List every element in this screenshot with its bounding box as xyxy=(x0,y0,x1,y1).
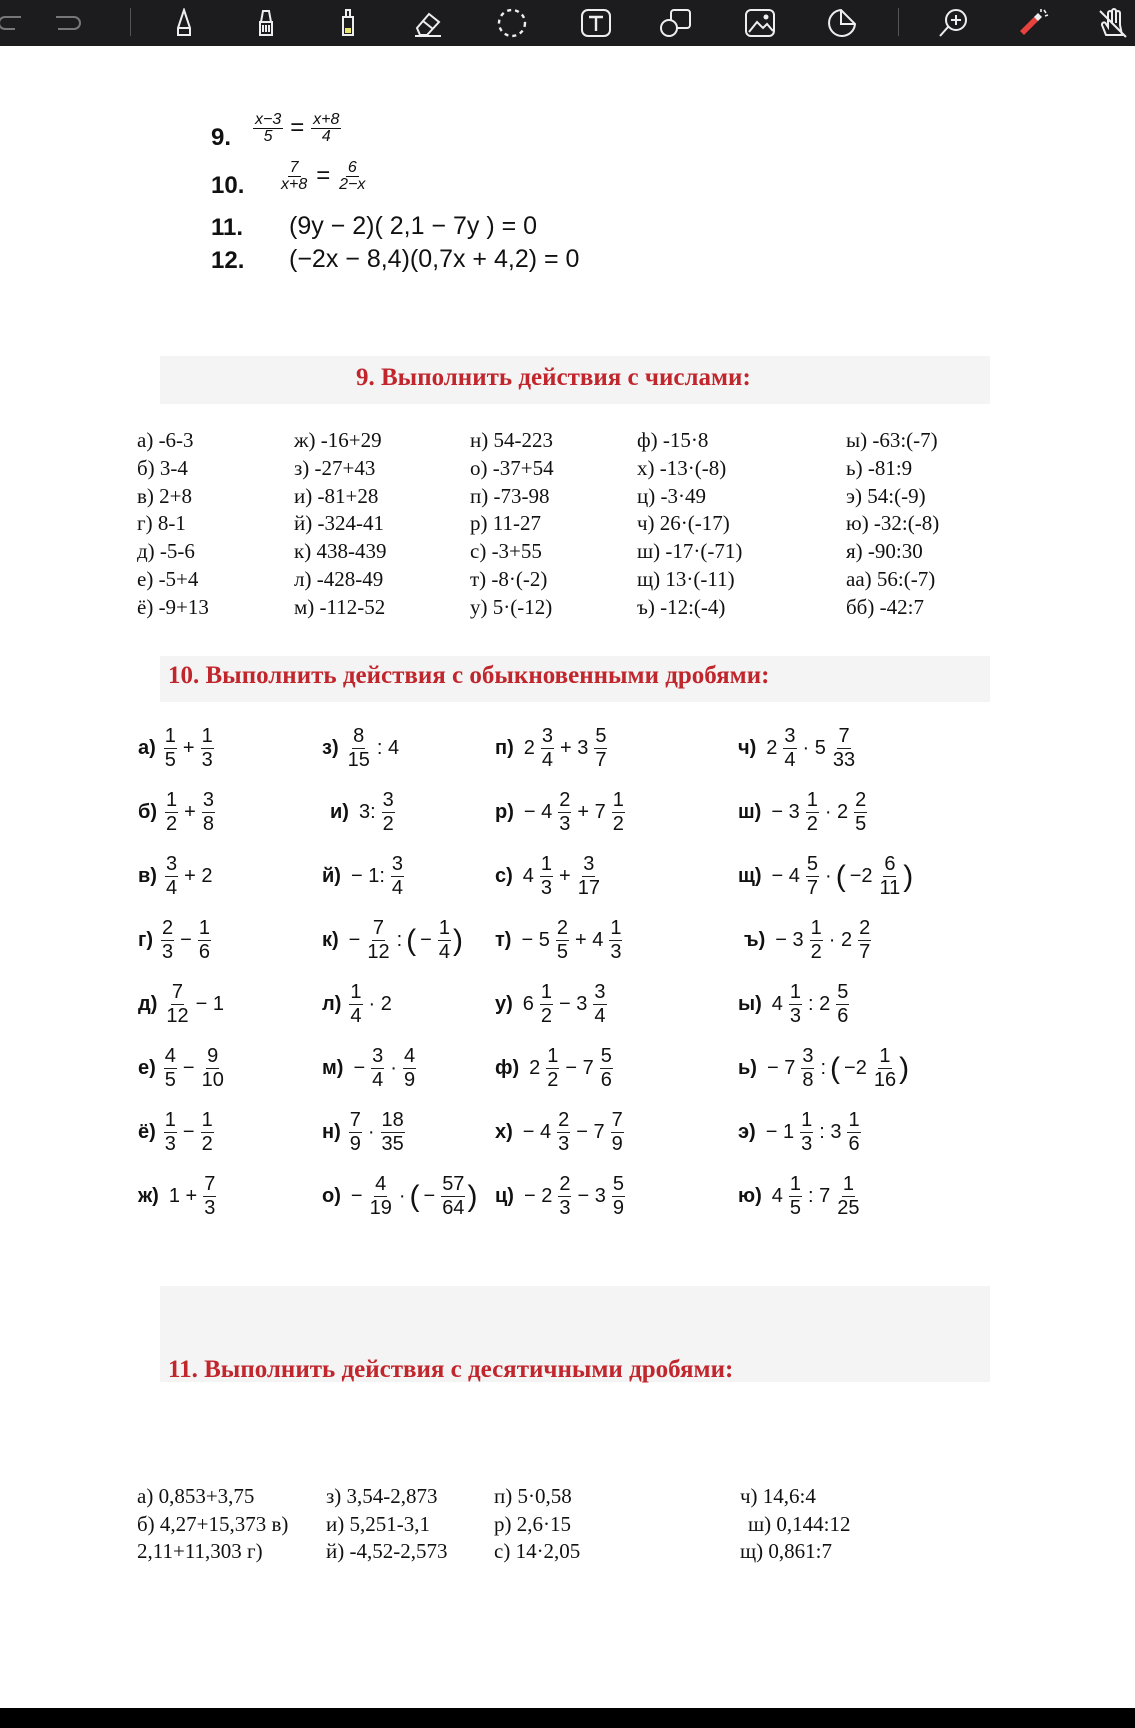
pen-icon[interactable] xyxy=(166,6,202,40)
decimal-exercise: и) 5,251-3,1 xyxy=(326,1511,430,1536)
fraction-exercise: о) − $\frac{4}{19}$ · ( − $\frac{57}{64}$ ) xyxy=(322,1173,478,1219)
exercise-label: ы) xyxy=(738,993,762,1015)
fraction-exercise: ы) 4 1 3 : 2 5 6 xyxy=(738,981,849,1027)
fraction-exercise: б) 1 2 + $\frac{3}{8}$ xyxy=(138,789,214,835)
decimal-exercise: п) 5·0,58 xyxy=(494,1484,572,1508)
fraction-exercise: ю) 4 1 5 : 7 1 25 xyxy=(738,1173,860,1219)
integer-exercise: е) -5+4 xyxy=(137,567,199,591)
integer-exercise: к) 438-439 xyxy=(294,539,387,564)
section-9-title: 9. Выполнить действия с числами: xyxy=(356,364,751,391)
decimal-exercise: з) 3,54-2,873 xyxy=(326,1484,438,1508)
exercise-label: ё) xyxy=(138,1121,156,1143)
integer-exercise: ъ) -12:(-4) xyxy=(637,594,726,619)
exercise-label: п) xyxy=(495,737,514,759)
exercise-label: й) xyxy=(322,865,341,887)
hand-icon[interactable] xyxy=(1096,6,1132,40)
equation-number: 12. xyxy=(211,247,245,274)
integer-exercise: ё) -9+13 xyxy=(137,594,209,619)
eraser-icon[interactable] xyxy=(410,6,446,40)
exercise-label: б) xyxy=(138,801,158,823)
integer-exercise: д) -5-6 xyxy=(137,539,195,564)
integer-exercise: а) -6-3 xyxy=(137,428,194,452)
exercise-label: х) xyxy=(495,1121,513,1143)
fraction-exercise: ч) 2 3 4 · 5 7 33 xyxy=(738,725,856,771)
integer-exercise: т) -8·(-2) xyxy=(470,567,548,591)
fraction-exercise: з) 8 15 : 4 xyxy=(322,725,400,771)
fraction-exercise: ъ) − 3 1 2 · 2 2 7 xyxy=(744,917,871,963)
decimal-exercise: ч) 14,6:4 xyxy=(740,1484,816,1508)
fraction-denominator: 2−x xyxy=(339,176,366,193)
integer-exercise: р) 11-27 xyxy=(470,511,541,536)
fraction-exercise: ь) − 7 3 8 : ( −2 1 16 ) xyxy=(738,1045,910,1091)
integer-exercise: щ) 13·(-11) xyxy=(637,567,735,591)
fraction-exercise: ш) − 3 1 2 · 2 2 5 xyxy=(738,789,867,835)
integer-exercise: л) -428-49 xyxy=(294,567,384,591)
exercise-label: щ) xyxy=(738,865,762,887)
integer-exercise: ч) 26·(-17) xyxy=(637,511,730,536)
integer-exercise: аа) 56:(-7) xyxy=(846,567,936,591)
integer-exercise: ф) -15·8 xyxy=(637,428,709,452)
exercise-label: с) xyxy=(495,865,513,887)
decimal-exercise: 2,11+11,303 г) xyxy=(137,1539,263,1563)
integer-exercise: ю) -32:(-8) xyxy=(846,511,940,536)
fraction-exercise: д) 7 12 − 1 xyxy=(138,981,224,1027)
integer-exercise: ж) -16+29 xyxy=(294,428,382,452)
section-11-title: 11. Выполнить действия с десятичными дробями: xyxy=(168,1356,734,1383)
integer-exercise: ц) -3·49 xyxy=(637,483,706,508)
laser-icon[interactable] xyxy=(1016,6,1052,40)
decimal-exercise: а) 0,853+3,75 xyxy=(137,1484,255,1508)
highlighter-icon[interactable] xyxy=(330,6,366,40)
fraction-exercise: ц) − 2 2 3 − 3 5 9 xyxy=(495,1173,624,1219)
integer-exercise: и) -81+28 xyxy=(294,483,379,508)
exercise-label: ь) xyxy=(738,1057,757,1079)
decimal-exercise: р) 2,6·15 xyxy=(494,1511,571,1536)
exercise-label: ц) xyxy=(495,1185,514,1207)
integer-exercise: б) 3-4 xyxy=(137,455,188,480)
redo-icon[interactable] xyxy=(52,6,88,40)
exercise-label: а) xyxy=(138,737,156,759)
exercise-label: ш) xyxy=(738,801,762,823)
image-icon[interactable] xyxy=(742,6,778,40)
exercise-label: л) xyxy=(322,993,342,1015)
exercise-label: ф) xyxy=(495,1057,520,1079)
integer-exercise: н) 54-223 xyxy=(470,428,553,452)
equation-9: 9. $\frac{x-3}{5}$ = $\frac{x+8}{4}$ xyxy=(211,111,340,151)
equation-number: 10. xyxy=(211,172,245,199)
integer-exercise: бб) -42:7 xyxy=(846,594,924,619)
integer-exercise: о) -37+54 xyxy=(470,455,554,480)
marker-icon[interactable] xyxy=(248,6,284,40)
fraction-exercise: х) − 4 2 3 − 7 7 9 xyxy=(495,1109,623,1155)
fraction-denominator: 5 xyxy=(263,128,273,145)
integer-exercise: й) -324-41 xyxy=(294,511,384,536)
exercise-label: ю) xyxy=(738,1185,762,1207)
integer-exercise: г) 8-1 xyxy=(137,511,186,536)
equation-number: 9. xyxy=(211,124,232,151)
shapes-icon[interactable] xyxy=(658,6,694,40)
fraction-denominator: x+8 xyxy=(281,176,308,193)
equation-11 xyxy=(211,212,711,246)
section-10-title: 10. Выполнить действия с обыкновенными дробями: xyxy=(168,662,770,689)
fraction-exercise: г) 2 3 − $\frac{1}{6}$ xyxy=(138,917,210,963)
exercise-label: т) xyxy=(495,929,512,951)
fraction-exercise: н) 7 9 · 18 35 xyxy=(322,1109,404,1155)
equation-12 xyxy=(211,245,711,279)
integer-exercise: ь) -81:9 xyxy=(846,455,913,480)
toolbar xyxy=(0,0,1135,46)
integer-exercise: м) -112-52 xyxy=(294,594,386,619)
sticker-icon[interactable] xyxy=(824,6,860,40)
exercise-label: у) xyxy=(495,993,513,1015)
fraction-exercise: и) 3: 3 2 xyxy=(330,789,394,835)
exercise-label: е) xyxy=(138,1057,156,1079)
document-page[interactable] xyxy=(0,46,1135,1708)
fraction-numerator: 6 xyxy=(347,159,357,176)
fraction-numerator: 7 xyxy=(289,159,299,176)
integer-exercise: я) -90:30 xyxy=(846,539,923,564)
fraction-numerator: x−3 xyxy=(255,111,282,128)
toolbar-divider xyxy=(130,8,131,36)
bottom-bar xyxy=(0,1708,1135,1728)
integer-exercise: у) 5·(-12) xyxy=(470,594,553,619)
equation-10: 10. $\frac{7}{x+8}$ = $\frac{6}{2-x}$ xyxy=(211,159,366,199)
fraction-exercise: ж) 1 + $\frac{7}{3}$ xyxy=(138,1173,216,1219)
fraction-exercise: ё) 1 3 − $\frac{1}{2}$ xyxy=(138,1109,213,1155)
exercise-label: ч) xyxy=(738,737,757,759)
fraction-exercise: щ) − 4 5 7 · ( −2 6 11 ) xyxy=(738,853,914,899)
fraction-exercise: к) − $\frac{7}{12}$ : ( − $\frac{1}{4}$ ) xyxy=(322,917,463,963)
fraction-exercise: п) 2 3 4 + 3 5 7 xyxy=(495,725,607,771)
exercise-label: э) xyxy=(738,1121,756,1143)
fraction-exercise: е) 4 5 − $\frac{9}{10}$ xyxy=(138,1045,224,1091)
decimal-exercise: с) 14·2,05 xyxy=(494,1539,581,1563)
integer-exercise: п) -73-98 xyxy=(470,483,550,508)
fraction-exercise: ф) 2 1 2 − 7 5 6 xyxy=(495,1045,612,1091)
exercise-label: к) xyxy=(322,929,339,951)
equation-expression: (9y − 2)( 2,1 − 7y ) = 0 xyxy=(289,212,538,240)
lasso-icon[interactable] xyxy=(494,6,530,40)
exercise-label: м) xyxy=(322,1057,344,1079)
integer-exercise: х) -13·(-8) xyxy=(637,455,727,480)
exercise-label: ж) xyxy=(138,1185,159,1207)
fraction-exercise: а) 1 5 + $\frac{1}{3}$ xyxy=(138,725,213,771)
integer-exercise: з) -27+43 xyxy=(294,455,376,480)
decimal-exercise: щ) 0,861:7 xyxy=(740,1539,832,1563)
integer-exercise: э) 54:(-9) xyxy=(846,483,926,508)
fraction-exercise: л) 1 4 · 2 xyxy=(322,981,392,1027)
fraction-exercise: в) 3 4 + 2 xyxy=(138,853,213,899)
fraction-exercise: т) − 5 2 5 + 4 1 3 xyxy=(495,917,622,963)
integer-exercise: ш) -17·(-71) xyxy=(637,539,743,564)
exercise-label: н) xyxy=(322,1121,341,1143)
zoom-icon[interactable] xyxy=(936,6,972,40)
decimal-exercise: й) -4,52-2,573 xyxy=(326,1539,448,1563)
fraction-exercise: с) 4 1 3 + $\frac{3}{17}$ xyxy=(495,853,600,899)
fraction-exercise: у) 6 1 2 − 3 3 4 xyxy=(495,981,606,1027)
fraction-denominator: 4 xyxy=(321,128,331,145)
exercise-label: з) xyxy=(322,737,339,759)
fraction-exercise: м) − $\frac{3}{4}$ · 4 9 xyxy=(322,1045,416,1091)
fraction-exercise: й) − 1: 3 4 xyxy=(322,853,404,899)
decimal-exercise: ш) 0,144:12 xyxy=(748,1511,851,1536)
exercise-label: ъ) xyxy=(744,929,766,951)
integer-exercise: ы) -63:(-7) xyxy=(846,428,938,452)
integer-exercise: с) -3+55 xyxy=(470,539,542,564)
exercise-label: г) xyxy=(138,929,153,951)
exercise-label: и) xyxy=(330,801,349,823)
equation-expression: (−2x − 8,4)(0,7x + 4,2) = 0 xyxy=(289,245,580,273)
integer-exercise: в) 2+8 xyxy=(137,483,193,508)
exercise-label: в) xyxy=(138,865,157,887)
fraction-exercise: э) − 1 1 3 : 3 1 6 xyxy=(738,1109,860,1155)
fraction-numerator: x+8 xyxy=(313,111,340,128)
equation-number: 11. xyxy=(211,214,244,241)
toolbar-divider xyxy=(898,8,899,36)
undo-icon[interactable] xyxy=(0,6,28,40)
decimal-exercise: б) 4,27+15,373 в) xyxy=(137,1511,289,1536)
text-icon[interactable] xyxy=(578,6,614,40)
exercise-label: д) xyxy=(138,993,158,1015)
exercise-label: р) xyxy=(495,801,514,823)
fraction-exercise: р) − 4 2 3 + 7 1 2 xyxy=(495,789,624,835)
exercise-label: о) xyxy=(322,1185,341,1207)
